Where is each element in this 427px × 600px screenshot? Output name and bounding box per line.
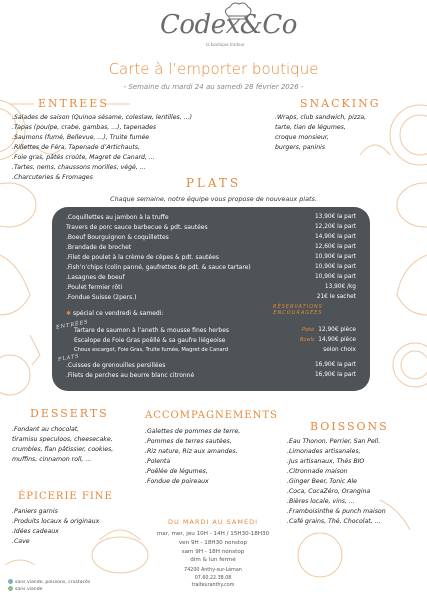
list-item: .Paniers garnis <box>12 508 58 515</box>
legend-item: sans viande, poissons, crustacés <box>8 579 90 586</box>
epicerie-heading: ÉPICERIE FINE <box>18 491 113 502</box>
food-sketch-left-middle <box>0 175 60 405</box>
page-title: Carte à l’emporter boutique <box>108 60 319 78</box>
snacking-heading: SNACKING <box>300 97 381 110</box>
list-item: .Salades de saison (Quinoa sésame, coleslaw, lentilles, ...) <box>12 114 193 121</box>
list-item: crumbles, flan pâtissier, cookies, <box>12 446 114 453</box>
contact-block <box>143 567 283 590</box>
special-row: Tartare de saumon à l’aneth & mousse fines herbes Poké 12,90€ pièce <box>74 327 356 334</box>
brand-name: Codex&Co <box>160 10 297 40</box>
reservation-note: RÉSERVATIONS ENCOURAGÉES <box>273 304 323 316</box>
tag-entrees: ENTRÉES <box>55 319 90 331</box>
list-item: tiramisu speculoos, cheesecake, <box>12 436 113 443</box>
special-heading: ✱ spécial ce vendredi & samedi: <box>66 310 164 317</box>
special-row: .Cuisses de grenouilles persillées 16,90€ la part <box>66 362 356 369</box>
snacking-list <box>275 113 366 153</box>
desserts-heading: DESSERTS <box>30 407 109 420</box>
list-item: .Coca, CocaZéro, Orangina <box>287 488 371 495</box>
plat-row: .Brandade de brochet 12,60€ la part <box>66 244 356 251</box>
entrees-list <box>12 113 192 183</box>
plat-row: .Lasagnes de boeuf 10,90€ la part <box>66 274 356 281</box>
star-icon: ✱ <box>66 310 72 317</box>
brand-tagline: la boutique traiteur <box>206 42 245 47</box>
list-item: .Polenta <box>145 458 171 465</box>
list-item: tarte, tian de légumes, <box>275 124 346 131</box>
special-row: .Filets de perches au beurre blanc citronné 16,90€ la part <box>66 372 356 379</box>
hours-heading: DU MARDI AU SAMEDI <box>168 518 258 526</box>
plat-row: .Coquillettes au jambon à la truffe 13,90€ la part <box>66 214 356 221</box>
list-item: .Bières locale, vins, ... <box>287 498 355 505</box>
list-item: .Produits locaux & originaux <box>12 518 100 525</box>
plats-heading: PLATS <box>185 176 242 190</box>
list-item: muffins, cinnamon roll, ... <box>12 456 92 463</box>
hours-line: sam 9H - 18H nonstop <box>181 548 245 555</box>
list-item: .Tapas (poulpe, crabe, gambas, ...), tapenades <box>12 124 157 131</box>
list-item: .Riz nature, Riz aux amandes, <box>145 448 238 455</box>
list-item: .Framboisinthe & punch maison <box>287 508 386 515</box>
list-item: burgers, paninis <box>275 144 326 151</box>
fish-icon <box>8 579 13 584</box>
list-item: .Pommes de terres sautées, <box>145 438 232 445</box>
list-item: .Charcuteries & Fromages <box>12 174 93 181</box>
hours-line: dim & lun fermé <box>190 557 236 564</box>
phone: 07.60.22.38.08 <box>194 575 232 581</box>
tag-plats: PLATS <box>57 353 81 363</box>
list-item: .Cave <box>12 538 30 545</box>
special-row: Escalope de Foie Gras poêllé & sa gaufre liégeoise Bowls 14,90€ pièce <box>74 337 356 344</box>
food-sketch-right-middle <box>365 175 427 405</box>
accompagnements-heading: ACCOMPAGNEMENTS <box>145 410 278 421</box>
website-link[interactable]: traiteuranthy.com <box>191 583 235 588</box>
plat-row: .Fondue Suisse (2pers.) 21€ le sachet <box>66 294 356 301</box>
address: 74200 Anthy-sur-Léman <box>184 568 242 573</box>
legend <box>8 579 90 593</box>
leaf-icon <box>8 586 13 591</box>
accompagnements-list <box>145 427 240 487</box>
list-item: .Jus artisanaux, Thés BIO <box>287 458 365 465</box>
list-item: .Tartes, nems, chaussons morilles, végé, ... <box>12 164 146 171</box>
list-item: .Rillettes de Féra, Tapenade d’Artichauts, <box>12 144 140 151</box>
list-item: .Galettes de pommes de terre, <box>145 428 241 435</box>
plat-row: .Filet de poulet à la crème de cèpes & pdt. sautées 10,90€ la part <box>66 254 356 261</box>
list-item: .Ginger Beer, Tonic Ale <box>287 478 357 485</box>
special-row: Choux escargot, Foie Gras, Truite fumée, Magret de Canard selon choix <box>74 347 356 353</box>
list-item: .Poêlée de légumes, <box>145 468 208 475</box>
brand-logo <box>160 4 297 52</box>
page-subtitle: - Semaine du mardi 24 au samedi 28 février 2026 - <box>123 83 304 91</box>
entrees-underline <box>10 101 130 107</box>
list-item: .Fondant au chocolat, <box>12 426 80 433</box>
hours-line: ven 9H - 18H30 nonstop <box>178 539 248 546</box>
epicerie-list <box>12 507 99 547</box>
plats-intro: Chaque semaine, notre équipe vous propose de nouveaux plats. <box>110 195 317 203</box>
list-item: .Citronnade maison <box>287 468 348 475</box>
list-item: .Eau Thonon, Perrier, San Pell. <box>287 438 381 445</box>
list-item: .Limonades artisanales, <box>287 448 361 455</box>
desserts-list <box>12 425 113 465</box>
boissons-heading: BOISSONS <box>310 420 389 433</box>
plat-row: .Boeuf Bourguignon & coquillettes 14,90€ la part <box>66 234 356 241</box>
boissons-list <box>287 437 386 527</box>
entrees-heading: ENTREES <box>38 97 109 110</box>
list-item: .Café grains, Thé, Chocolat, ... <box>287 518 381 525</box>
legend-item: sans viande <box>8 586 90 593</box>
list-item: .Wraps, club sandwich, pizza, <box>275 114 367 121</box>
list-item: .Idées cadeaux <box>12 528 59 535</box>
list-item: .Fondue de poireaux <box>145 478 209 485</box>
list-item: .Foie gras, pâtés croûte, Magret de Canard, ... <box>12 154 155 161</box>
hours-list <box>143 530 283 565</box>
plat-row: .Fish’n’chips (colin panné, gaufrettes de pdt. & sauce tartare) 10,90€ la part <box>66 264 356 271</box>
plat-row: Travers de porc sauce barbecue & pdt. sautées 12,20€ la part <box>66 224 356 231</box>
list-item: croque monsieur, <box>275 134 329 141</box>
hours-line: mar, mer, jeu 10H - 14H / 15H30-18H30 <box>156 531 270 537</box>
list-item: .Saumons (fumé, Bellevue, ...), Truite fumée <box>12 134 150 141</box>
plat-row: .Poulet fermier rôti 13,90€ /kg <box>66 284 356 291</box>
